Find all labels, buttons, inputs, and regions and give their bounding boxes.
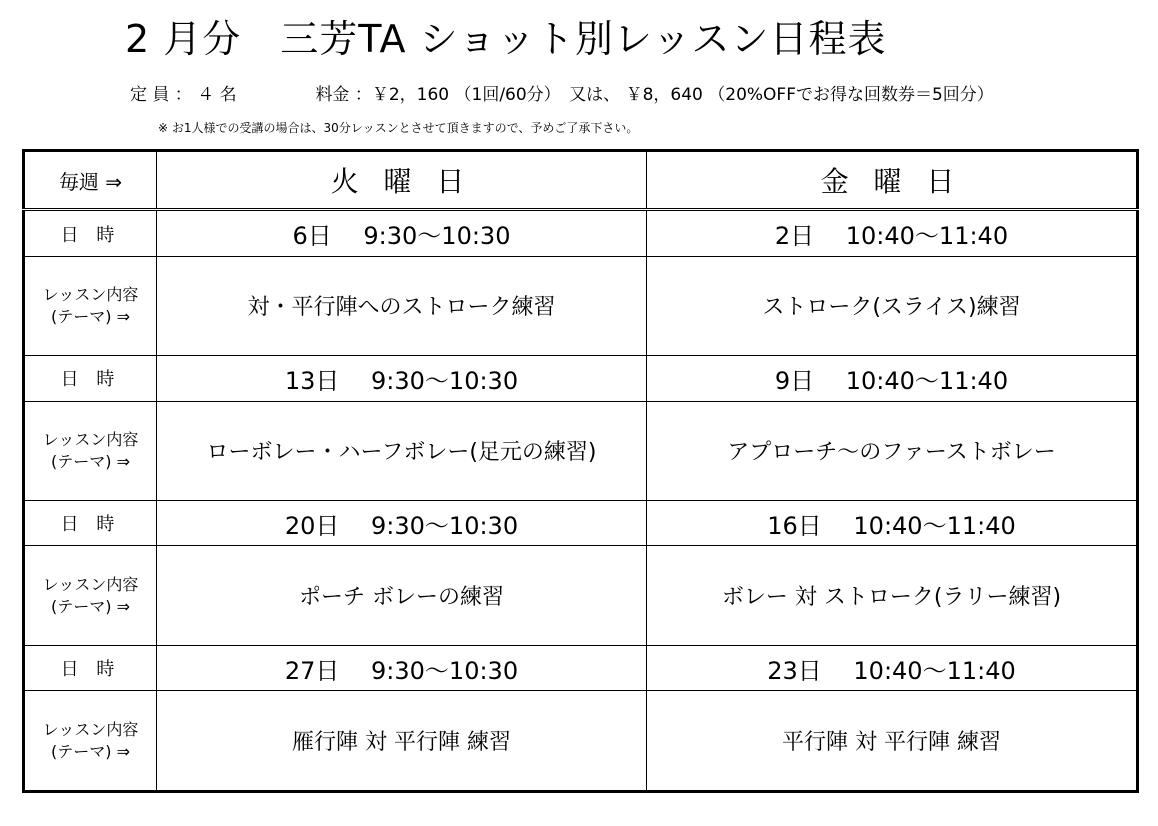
schedule-table [22,149,1139,793]
fee-text: 料金 ：￥2，160 （1回/60分） 又は、 ￥8，640 （20%OFFでお得な回数券＝5回分） [315,85,994,105]
page-title: 2 月分 三芳TA ショット別レッスン日程表 [125,17,887,61]
table-header-row [24,151,1138,210]
friday-date: 23日 10:40〜11:40 [647,646,1138,691]
topic-label: レッスン内容 (テーマ) ⇒ [24,546,157,646]
tuesday-topic: ポーチ ボレーの練習 [157,546,647,646]
note-text: ※ お1人様での受講の場合は、30分レッスンとさせて頂きますので、予めご了承下さい。 [158,121,639,135]
topic-label: レッスン内容 (テーマ) ⇒ [24,691,157,792]
topic-label: レッスン内容 (テーマ) ⇒ [24,401,157,501]
friday-date: 9日 10:40〜11:40 [647,356,1138,401]
tuesday-date: 20日 9:30〜10:30 [157,501,647,546]
table-row [24,646,1138,691]
topic-label: レッスン内容 (テーマ) ⇒ [24,256,157,356]
table-row [24,256,1138,356]
table-row [24,546,1138,646]
friday-topic: ストローク(スライス)練習 [647,256,1138,356]
friday-topic: ボレー 対 ストローク(ラリー練習) [647,546,1138,646]
tuesday-date: 6日 9:30〜10:30 [157,210,647,256]
table-row [24,356,1138,401]
table-row [24,401,1138,501]
tuesday-topic: ローボレー・ハーフボレー(足元の練習) [157,401,647,501]
date-label: 日 時 [24,501,157,546]
date-label: 日 時 [24,646,157,691]
info-line [130,80,994,105]
tuesday-topic: 雁行陣 対 平行陣 練習 [157,691,647,792]
friday-date: 2日 10:40〜11:40 [647,210,1138,256]
capacity-text: 定 員 ： ４ 名 [130,85,237,105]
tuesday-topic: 対・平行陣へのストローク練習 [157,256,647,356]
date-label: 日 時 [24,210,157,256]
table-row [24,501,1138,546]
friday-date: 16日 10:40〜11:40 [647,501,1138,546]
table-row [24,691,1138,792]
date-label: 日 時 [24,356,157,401]
tuesday-header: 火 曜 日 [157,151,647,210]
corner-cell: 毎週 ⇒ [24,151,157,210]
table-row [24,210,1138,256]
friday-topic: アプローチ〜のファーストボレー [647,401,1138,501]
tuesday-date: 27日 9:30〜10:30 [157,646,647,691]
friday-topic: 平行陣 対 平行陣 練習 [647,691,1138,792]
tuesday-date: 13日 9:30〜10:30 [157,356,647,401]
friday-header: 金 曜 日 [647,151,1138,210]
